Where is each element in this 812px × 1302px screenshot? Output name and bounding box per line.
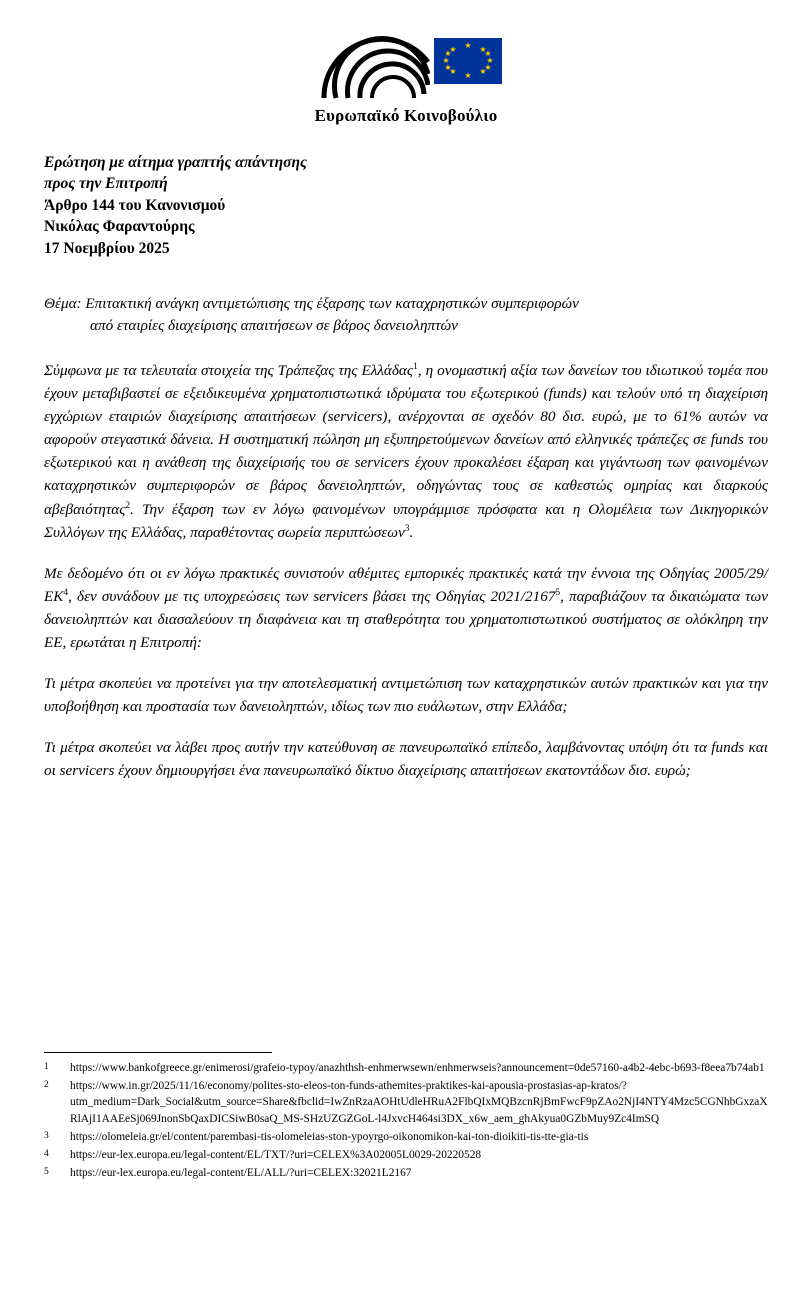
footnote-number: 4 (44, 1148, 49, 1159)
footnote-url[interactable]: https://www.in.gr/2025/11/16/economy/polites-sto-eleos-ton-funds-athemites-praktikes-kai-apousia-prostasias-ap-kratos/?utm_medium=Dark_Social&utm_source=Share&fbclid=IwZnRzaAOHtUdleHRuA2FlbQIxMQBzcnRjBmFwcF9pZAo2NjI4NTY4Mzc5CGNhbGxzaXRlAjI1AAEeSj069JnonSbQaxDICSiwB0saQ_MS-SHzUZGZGoL-l4JxvcH464si3DX_x6w_aem_ghAkyua0GZbMuy9Zc4ImSQ (70, 1080, 768, 1125)
footnote-item (44, 1147, 768, 1163)
footnote-ref-1[interactable]: 1 (413, 361, 418, 372)
paragraph-4: Τι μέτρα σκοπεύει να λάβει προς αυτήν την κατεύθυνση σε πανευρωπαϊκό επίπεδο, λαμβάνοντας υπόψη ότι τα funds και οι servicers έχουν δημιουργήσει ένα πανευρωπαϊκό δίκτυο διαχείρισης απαιτήσεων εκατοντάδων δισ. ευρώ; (44, 739, 768, 780)
document-body (44, 359, 768, 783)
document-date: 17 Νοεμβρίου 2025 (44, 239, 170, 257)
subject-line-1: Επιτακτική ανάγκη αντιμετώπισης της έξαρσης των καταχρηστικών συμπεριφορών (85, 294, 579, 312)
document-header (0, 22, 812, 126)
footnote-number: 1 (44, 1062, 49, 1072)
footnote-url[interactable]: https://www.bankofgreece.gr/enimerosi/grafeio-typoy/anazhthsh-enhmerwsewn/enhmerwseis?announcement=0de57160-a4b2-4ebc-b693-f8eea7b74ab1 (70, 1062, 765, 1074)
footnote-item (44, 1078, 768, 1127)
title-line-1: Ερώτηση με αίτημα γραπτής απάντησης (44, 154, 307, 171)
subject-label: Θέμα: (44, 294, 82, 312)
footnote-ref-3[interactable]: 3 (404, 523, 410, 534)
eu-flag-icon: ★ ★ ★ ★ ★ ★ ★ ★ ★ ★ ★ ★ (434, 38, 502, 84)
title-line-2: προς την Επιτροπή (44, 175, 168, 193)
p2-part-c: , παραβιάζουν τα δικαιώματα των δανειοληπτών και διασαλεύουν τη διαφάνεια και τη σταθερότητα του χρηματοπιστωτικού συστήματος σε ολόκληρη την ΕΕ, ερωτάται η Επιτροπή: (44, 587, 768, 651)
author-name: Νικόλας Φαραντούρης (44, 218, 195, 236)
parliament-logo (310, 22, 502, 100)
footnote-number: 3 (44, 1130, 49, 1141)
question-title-block (44, 152, 812, 259)
hemicycle-icon (310, 22, 430, 100)
title-rule-reference: Άρθρο 144 του Κανονισμού (44, 196, 226, 214)
footnote-item (44, 1165, 768, 1181)
p1-part-a: Σύμφωνα με τα τελευταία στοιχεία της Τράπεζας της Ελλάδας (44, 361, 414, 379)
paragraph-2 (44, 562, 768, 654)
footnote-ref-4[interactable]: 4 (63, 587, 69, 598)
footnote-ref-2[interactable]: 2 (125, 500, 131, 511)
subject-block (44, 293, 768, 337)
footnote-separator (44, 1052, 272, 1053)
p1-part-b: , η ονομαστική αξία των δανείων του ιδιωτικού τομέα που έχουν μεταβιβαστεί σε εξειδικευμένα χρηματοπιστωτικά ιδρύματα του εξωτερικού (funds) και τελούν υπό τη διαχείριση εγχώριων εταιριών διαχείρισης απαιτήσεων (servicers), ανέρχονται σε σχεδόν 80 δισ. ευρώ, με το 61% αυτών να αφορούν στεγαστικά δάνεια. Η συστηματική πώληση μη εξυπηρετούμενων δανείων από ελληνικές τράπεζες σε funds του εξωτερικού και η ανάθεση της διαχείρισής του σε servicers έχουν προκαλέσει έξαρση και γιγάντωση των φαινομένων καταχρηστικών συμπεριφορών σε βάρος δανειοληπτών, οδηγώντας τους σε καθεστώς ομηρίας και διαρκούς αβεβαιότητας (44, 361, 768, 518)
p1-part-c: . Την έξαρση των εν λόγω φαινομένων υπογράμμισε πρόσφατα και η Ολομέλεια των Δικηγορικών Συλλόγων της Ελλάδας, παραθέτοντας σωρεία περιπτώσεων (44, 500, 768, 541)
footnote-number: 2 (44, 1080, 49, 1091)
document-page (0, 22, 812, 1302)
footnotes-section (44, 1052, 768, 1183)
footnote-url[interactable]: https://olomeleia.gr/el/content/parembasi-tis-olomeleias-ston-ypoyrgo-oikonomikon-kai-ton-dioikiti-tis-tte-gia-tis (70, 1130, 589, 1143)
footnote-item (44, 1060, 768, 1076)
p2-part-b: , δεν συνάδουν με τις υποχρεώσεις των servicers βάσει της Οδηγίας 2021/2167 (68, 587, 556, 605)
paragraph-3: Τι μέτρα σκοπεύει να προτείνει για την αποτελεσματική αντιμετώπιση των καταχρηστικών αυτών πρακτικών και για την υποβοήθηση και προστασία των δανειοληπτών, ιδίως των πιο ευάλωτων, στην Ελλάδα; (44, 675, 768, 716)
footnote-item (44, 1129, 768, 1145)
p2-part-a: Με δεδομένο ότι οι εν λόγω πρακτικές συνιστούν αθέμιτες εμπορικές πρακτικές κατά την έννοια της Οδηγίας 2005/29/ΕΚ (44, 564, 768, 605)
footnote-number: 5 (44, 1167, 49, 1178)
footnote-url[interactable]: https://eur-lex.europa.eu/legal-content/EL/ALL/?uri=CELEX:32021L2167 (70, 1167, 412, 1180)
p1-part-d: . (409, 523, 414, 541)
footnote-url[interactable]: https://eur-lex.europa.eu/legal-content/EL/TXT/?uri=CELEX%3A02005L0029-20220528 (70, 1148, 482, 1161)
subject-line-2: από εταιρίες διαχείρισης απαιτήσεων σε βάρος δανειοληπτών (90, 316, 458, 334)
paragraph-1 (44, 359, 768, 544)
footnote-ref-5[interactable]: 5 (555, 587, 561, 598)
institution-name: Ευρωπαϊκό Κοινοβούλιο (314, 106, 498, 125)
